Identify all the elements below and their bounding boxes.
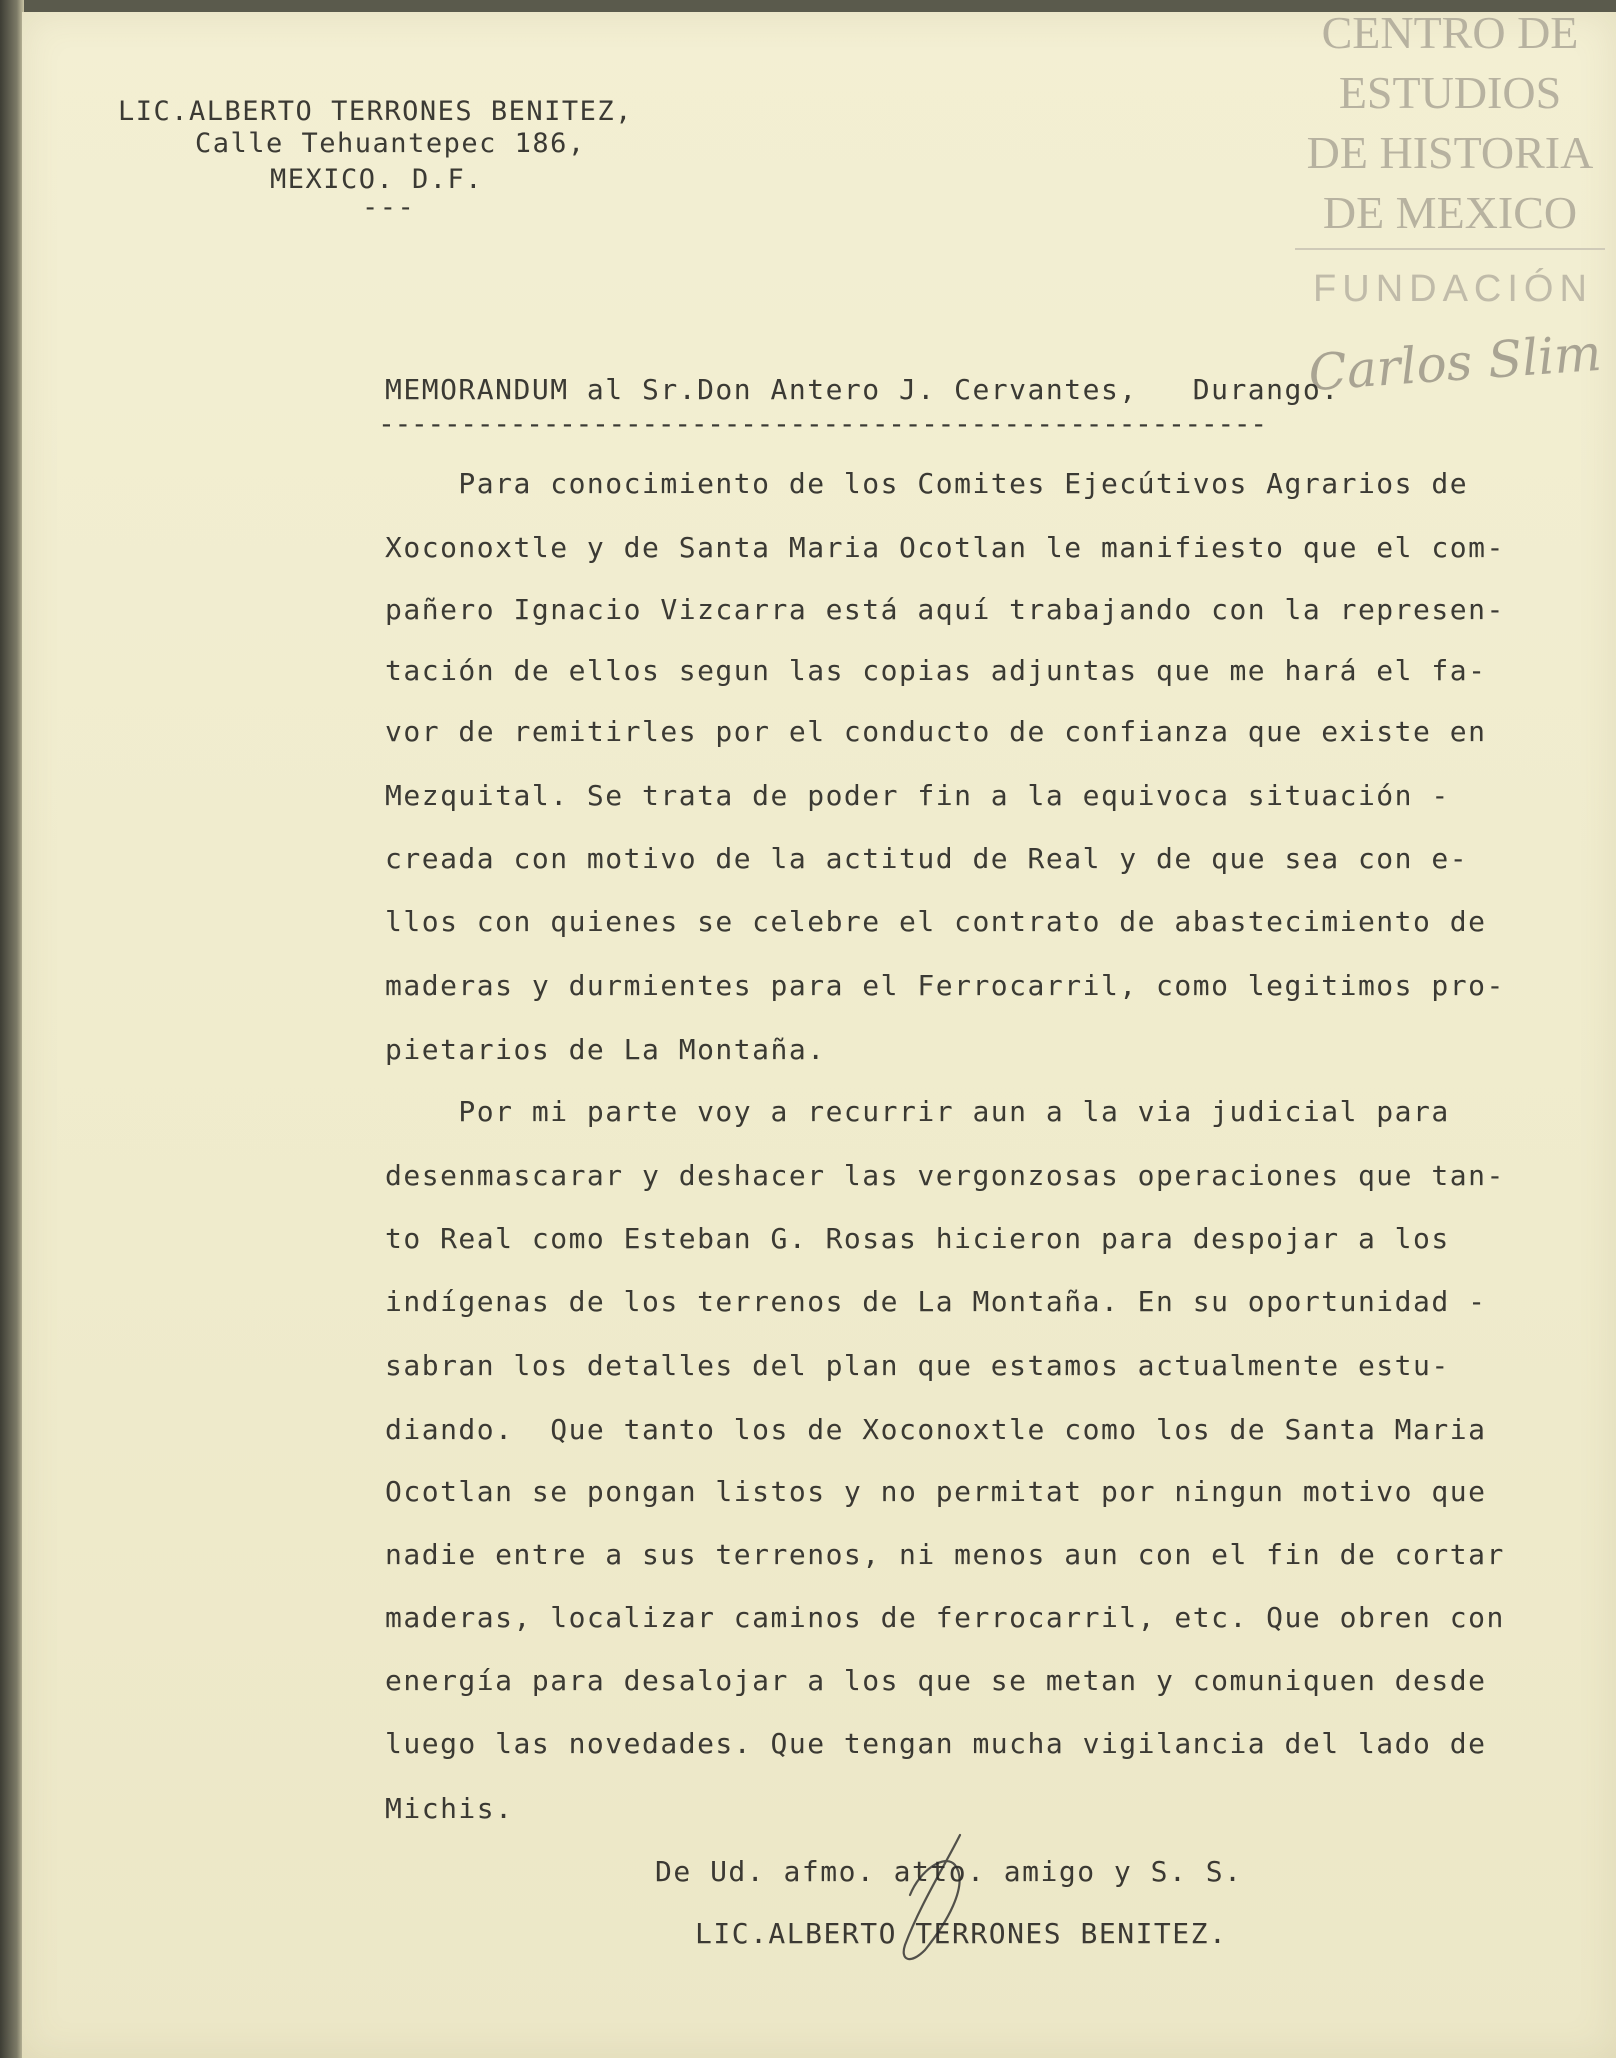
closing-salutation: De Ud. afmo. atto. amigo y S. S. [655,1855,1243,1888]
paragraph-line: Xoconoxtle y de Santa Maria Ocotlan le manifiesto que el com- [385,531,1505,564]
memo-heading: MEMORANDUM al Sr.Don Antero J. Cervantes, Durango. [385,373,1340,406]
paragraph-line: pietarios de La Montaña. [385,1033,826,1066]
paragraph-line: Ocotlan se pongan listos y no permitat por ningun motivo que [385,1475,1487,1508]
paragraph-line: maderas y durmientes para el Ferrocarril, como legitimos pro- [385,969,1505,1002]
paragraph-line: vor de remitirles por el conducto de confianza que existe en [385,715,1487,748]
paragraph-line: nadie entre a sus terrenos, ni menos aun con el fin de cortar [385,1538,1505,1571]
scan-left-edge [0,0,24,2058]
paragraph-line: Michis. [385,1792,514,1825]
closing-signer: LIC.ALBERTO TERRONES BENITEZ. [695,1917,1228,1950]
paragraph-line: desenmascarar y deshacer las vergonzosas operaciones que tan- [385,1159,1505,1192]
memo-underline: ------------------------------------------------------ [378,407,1267,440]
paragraph-line: maderas, localizar caminos de ferrocarril, etc. Que obren con [385,1601,1505,1634]
paragraph-line: creada con motivo de la actitud de Real y de que sea con e- [385,842,1469,875]
watermark-rule [1295,248,1605,250]
paragraph-line: Mezquital. Se trata de poder fin a la equivoca situación - [385,779,1450,812]
paragraph-line: to Real como Esteban G. Rosas hicieron para despojar a los [385,1222,1450,1255]
paragraph-line: energía para desalojar a los que se metan y comuniquen desde [385,1664,1487,1697]
paragraph-line: pañero Ignacio Vizcarra está aquí trabajando con la represen- [385,593,1505,626]
paragraph-line: Por mi parte voy a recurrir aun a la via judicial para [385,1095,1450,1128]
watermark-fundacion: FUNDACIÓN [1313,268,1593,310]
watermark-line-1: CENTRO DE [1321,7,1579,58]
paragraph-line: diando. Que tanto los de Xoconoxtle como los de Santa Maria [385,1413,1487,1446]
watermark-signature: Carlos Slim [1306,323,1604,403]
letterhead-rule: --- [362,192,416,223]
watermark-line-3: DE HISTORIA [1306,127,1594,178]
paragraph-line: indígenas de los terrenos de La Montaña. En su oportunidad - [385,1285,1487,1318]
letterhead-city: MEXICO. D.F. [270,164,484,195]
watermark-line-4: DE MEXICO [1322,187,1578,238]
handwritten-signature-stroke [850,1825,1050,1985]
paragraph-line: llos con quienes se celebre el contrato de abastecimiento de [385,905,1487,938]
watermark-line-2: ESTUDIOS [1338,67,1562,118]
paragraph-line: luego las novedades. Que tengan mucha vigilancia del lado de [385,1727,1487,1760]
paragraph-line: Para conocimiento de los Comites Ejecútivos Agrarios de [385,467,1469,500]
paragraph-line: tación de ellos segun las copias adjuntas que me hará el fa- [385,654,1487,687]
paragraph-line: sabran los detalles del plan que estamos actualmente estu- [385,1349,1450,1382]
letterhead-name: LIC.ALBERTO TERRONES BENITEZ, [118,96,633,127]
letterhead-street: Calle Tehuantepec 186, [195,128,586,159]
